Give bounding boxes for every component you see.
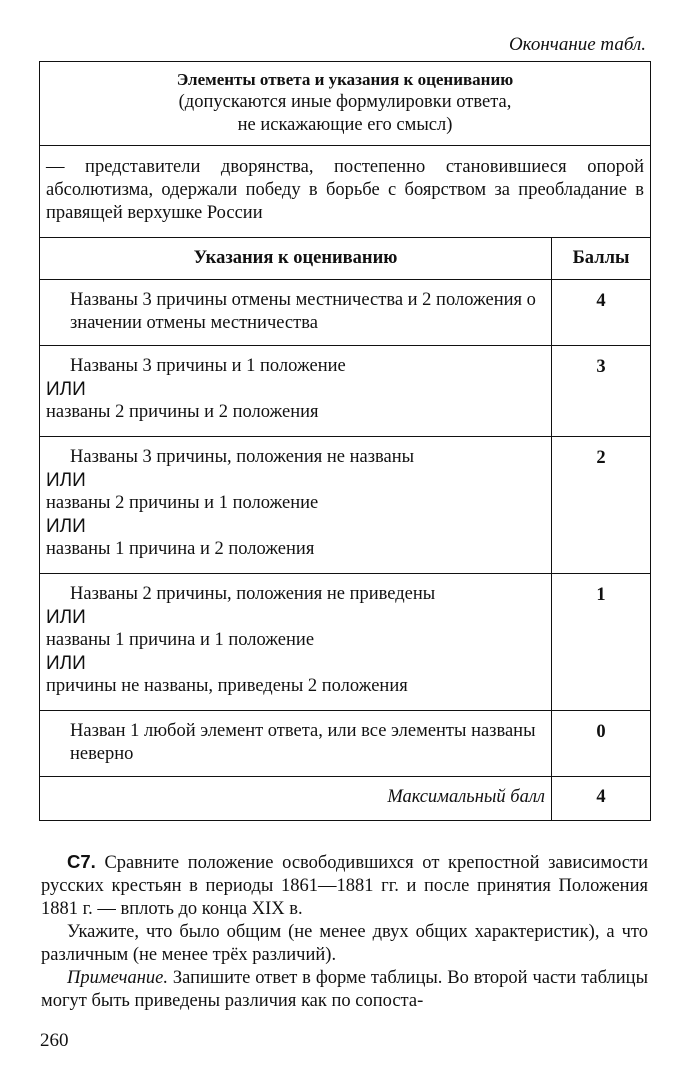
score-value: 4 — [552, 280, 651, 346]
note-label: Примечание. — [67, 968, 168, 988]
or-separator: ИЛИ — [46, 379, 86, 400]
criteria-line: причины не названы, приведены 2 положения — [46, 676, 408, 696]
or-separator: ИЛИ — [46, 470, 86, 491]
column-header-row — [40, 238, 651, 280]
criteria-row — [40, 437, 651, 574]
task-number: С7. — [67, 851, 96, 872]
task-note-paragraph — [41, 967, 648, 1013]
task-question: Сравните положение освободившихся от крепостной зависимости русских крестьян в периоды 1861—1881 гг. и после принятия Положения 1881 г. — вплоть до конца XIX в. — [41, 853, 649, 919]
table-header-row — [40, 62, 651, 146]
criteria-line: Названы 3 причины и 1 положение — [70, 356, 346, 376]
criteria-line: Названы 3 причины отмены местничества и 2 положения о значении отмены местничества — [70, 290, 536, 333]
max-score-value: 4 — [552, 777, 651, 821]
task-question-paragraph — [41, 850, 648, 921]
max-score-label: Максимальный балл — [40, 777, 552, 821]
criteria-row — [40, 711, 651, 777]
criteria-row — [40, 346, 651, 437]
note-text: Запишите ответ в форме таблицы. Во второй части таблицы могут быть приведены различия как по сопоста- — [41, 968, 649, 1011]
criteria-line: Назван 1 любой элемент ответа, или все элементы названы неверно — [70, 721, 536, 764]
criteria-row — [40, 280, 651, 346]
criteria-row — [40, 574, 651, 711]
score-value: 1 — [552, 574, 651, 711]
page-number: 260 — [40, 1030, 69, 1051]
task-c7 — [41, 850, 648, 1013]
score-value: 3 — [552, 346, 651, 437]
criteria-line: названы 2 причины и 1 положение — [46, 493, 319, 513]
table-title: Элементы ответа и указания к оцениванию — [176, 70, 514, 89]
criteria-line: названы 1 причина и 2 положения — [46, 539, 315, 559]
table-header-cell — [40, 62, 651, 146]
criteria-cell — [40, 280, 552, 346]
max-score-row — [40, 777, 651, 821]
criteria-line: Названы 2 причины, положения не приведены — [70, 584, 436, 604]
criteria-line: названы 1 причина и 1 положение — [46, 630, 315, 650]
criteria-cell — [40, 711, 552, 777]
criteria-line: Названы 3 причины, положения не названы — [70, 447, 415, 467]
table-subtitle-line-2: не искажающие его смысл) — [237, 115, 453, 135]
or-separator: ИЛИ — [46, 607, 86, 628]
grading-table-container — [39, 61, 650, 821]
answer-text: — представители дворянства, постепенно становившиеся опорой абсолютизма, одержали победу в борьбе с боярством за преобладание в правящей верхушке России — [40, 146, 651, 238]
table-subtitle-line-1: (допускаются иные формулировки ответа, — [178, 92, 512, 112]
or-separator: ИЛИ — [46, 653, 86, 674]
criteria-cell — [40, 437, 552, 574]
criteria-line: названы 2 причины и 2 положения — [46, 402, 319, 422]
or-separator: ИЛИ — [46, 516, 86, 537]
score-value: 0 — [552, 711, 651, 777]
criteria-column-header: Указания к оцениванию — [40, 238, 552, 280]
score-column-header: Баллы — [552, 238, 651, 280]
task-instruction: Укажите, что было общим (не менее двух общих характеристик), а что различным (не менее трёх различий). — [41, 922, 648, 965]
answer-row — [40, 146, 651, 238]
grading-table — [39, 61, 651, 821]
criteria-cell — [40, 346, 552, 437]
continuation-caption: Окончание табл. — [508, 34, 646, 55]
score-value: 2 — [552, 437, 651, 574]
criteria-cell — [40, 574, 552, 711]
